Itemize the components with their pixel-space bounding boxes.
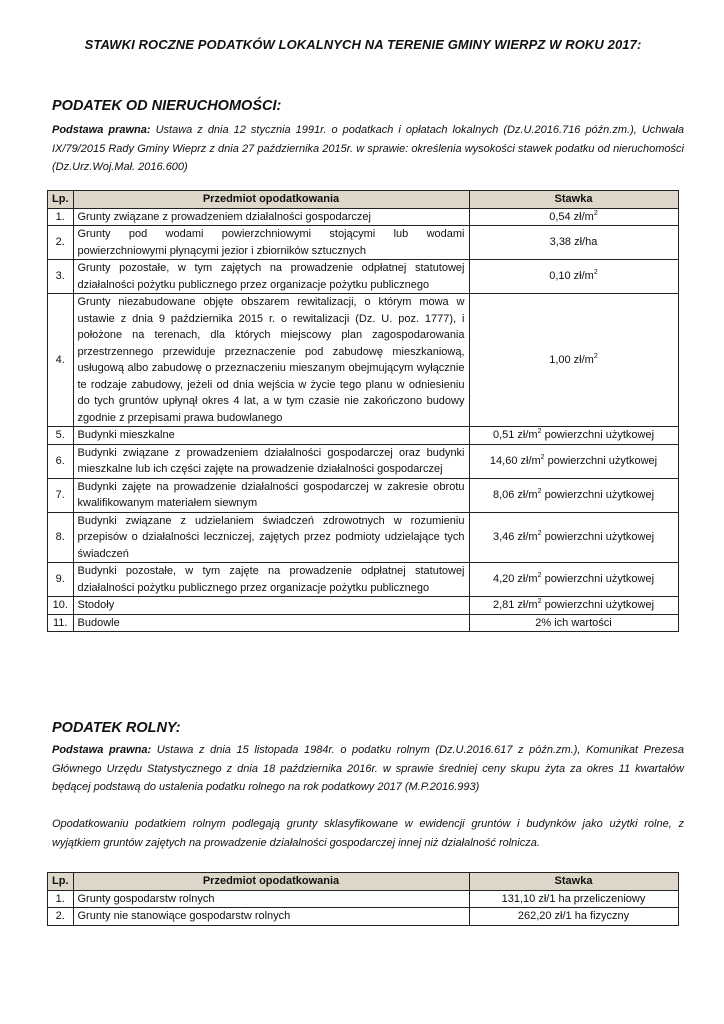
agri-tax-table: [47, 872, 679, 926]
rate-value: 0,51 zł/m: [492, 429, 538, 441]
table-row: [48, 444, 679, 478]
rate-unit-exponent: 2: [593, 209, 598, 217]
rate-unit-exponent: 2: [593, 269, 598, 277]
rate-suffix: powierzchni użytkowej: [541, 599, 655, 611]
agri-tax-rows: [48, 890, 679, 925]
row-number: 1.: [48, 890, 74, 908]
rate-suffix: powierzchni użytkowej: [541, 531, 655, 543]
row-rate: [469, 478, 678, 512]
table-row: [48, 294, 679, 427]
rate-unit-exponent: 2: [537, 598, 542, 605]
row-rate: [469, 444, 678, 478]
row-number: 5.: [48, 427, 74, 445]
legal-basis-text: Ustawa z dnia 12 stycznia 1991r. o podatkach i opłatach lokalnych (Dz.U.2016.716 późn.zm.), Uchwała IX/79/2015 Rady Gminy Wieprz z dnia 27 października 2015r. w sprawie: określenia wysokości stawek podatku od nieruchomości (Dz.Urz.Woj.Mał. 2016.600): [52, 124, 684, 173]
rate-value: 0,54 zł/m: [549, 210, 594, 223]
rate-suffix: powierzchni użytkowej: [541, 488, 655, 501]
col-header-subject: Przedmiot opodatkowania: [73, 873, 469, 891]
rate-unit-exponent: 2: [537, 530, 542, 537]
row-subject: Budynki pozostałe, w tym zajęte na prowadzenie odpłatnej statutowej działalności pożytku publicznego przez organizacje pożytku publicznego: [73, 563, 469, 597]
table-row: [48, 890, 679, 908]
document-title: STAWKI ROCZNE PODATKÓW LOKALNYCH NA TERENIE GMINY WIERPZ W ROKU 2017:: [84, 37, 642, 52]
agri-tax-note: Opodatkowaniu podatkiem rolnym podlegają grunty sklasyfikowane w ewidencji gruntów i budynków jako użytki rolne, z wyjątkiem gruntów zajętych na prowadzenie działalności gospodarczej innej niż działalność rolnicza.: [52, 818, 684, 849]
table-row: [48, 208, 679, 226]
row-number: 7.: [48, 478, 74, 512]
row-rate: [469, 597, 678, 615]
row-number: 2.: [48, 908, 74, 926]
rate-value: 0,10 zł/m: [549, 270, 594, 283]
col-header-lp: Lp.: [48, 873, 74, 891]
rate-suffix: powierzchni użytkowej: [544, 454, 658, 467]
legal-basis-label: Podstawa prawna:: [52, 124, 151, 136]
agri-tax-legal-basis: [52, 741, 684, 797]
row-number: 11.: [48, 614, 74, 632]
row-rate: [469, 890, 678, 908]
rate-value: 1,00 zł/m: [549, 353, 594, 366]
col-header-rate: Stawka: [469, 191, 678, 209]
rate-suffix: powierzchni użytkowej: [541, 573, 655, 586]
row-rate: [469, 226, 678, 260]
table-row: [48, 597, 679, 615]
row-subject: Grunty nie stanowiące gospodarstw rolnych: [73, 908, 469, 926]
rate-value: 3,46 zł/m: [492, 531, 538, 543]
rate-value: 3,38 zł/ha: [549, 236, 598, 249]
row-number: 1.: [48, 208, 74, 226]
row-subject: Budynki mieszkalne: [73, 427, 469, 445]
row-rate: [469, 908, 678, 926]
row-subject: Budowle: [73, 614, 469, 632]
table-row: [48, 563, 679, 597]
property-tax-heading: PODATEK OD NIERUCHOMOŚCI:: [52, 98, 282, 114]
rate-value: 14,60 zł/m: [489, 454, 541, 467]
row-subject: Grunty pozostałe, w tym zajętych na prowadzenie odpłatnej statutowej działalności pożytku publicznego przez organizacje pożytku publicznego: [73, 260, 469, 294]
property-tax-legal-basis: [52, 121, 684, 177]
rate-unit-exponent: 2: [537, 428, 542, 435]
col-header-lp: Lp.: [48, 191, 74, 209]
row-rate: [469, 260, 678, 294]
row-rate: [469, 512, 678, 563]
table-row: [48, 478, 679, 512]
table-row: [48, 260, 679, 294]
legal-basis-text: Ustawa z dnia 15 listopada 1984r. o podatku rolnym (Dz.U.2016.617 z późn.zm.), Komunikat Prezesa Głównego Urzędu Statystycznego z dnia 18 października 2016r. w sprawie średniej ceny skupu żyta za okres 11 kwartałów będącej podstawą do ustalenia podatku rolnego na rok podatkowy 2017 (M.P.2016.993): [52, 744, 685, 793]
rate-value: 262,20 zł/1 ha fizyczny: [517, 910, 630, 922]
property-tax-table: [47, 190, 679, 632]
legal-basis-label: Podstawa prawna:: [52, 744, 152, 756]
row-number: 10.: [48, 597, 74, 615]
agri-tax-heading: PODATEK ROLNY:: [52, 720, 181, 736]
row-number: 9.: [48, 563, 74, 597]
table-row: [48, 427, 679, 445]
row-subject: Budynki związane z udzielaniem świadczeń zdrowotnych w rozumieniu przepisów o działalności leczniczej, zajętych przez podmioty udzielające tych świadczeń: [73, 512, 469, 563]
rate-suffix: powierzchni użytkowej: [541, 429, 655, 441]
rate-unit-exponent: 2: [537, 487, 542, 495]
row-subject: Grunty niezabudowane objęte obszarem rewitalizacji, o którym mowa w ustawie z dnia 9 października 2015 r. o rewitalizacji (Dz. U. poz. 1777), i położone na terenach, dla których miejscowy plan zagospodarowania przestrzennego przewiduje przeznaczenie pod zabudowę mieszkaniową, usługową albo zabudowę o przeznaczeniu mieszanym obejmującym wyłącznie te rodzaje zabudowy, jeżeli od dnia wejścia w życie tego planu w odniesieniu do tych gruntów upłynął okres 4 lat, a w tym czasie nie zakończono budowy zgodnie z przepisami prawa budowlanego: [73, 294, 469, 427]
col-header-rate: Stawka: [469, 873, 678, 891]
table-row: [48, 908, 679, 926]
row-rate: [469, 563, 678, 597]
rate-value: 131,10 zł/1 ha przeliczeniowy: [501, 892, 646, 905]
rate-value: 4,20 zł/m: [492, 573, 538, 586]
row-rate: [469, 614, 678, 632]
row-number: 2.: [48, 226, 74, 260]
row-number: 8.: [48, 512, 74, 563]
rate-unit-exponent: 2: [540, 453, 545, 461]
row-subject: Grunty pod wodami powierzchniowymi stojącymi lub wodami powierzchniowymi płynącymi jezior i zbiorników sztucznych: [73, 226, 469, 260]
rate-value: 2% ich wartości: [535, 616, 612, 629]
property-tax-rows: [48, 208, 679, 632]
rate-value: 2,81 zł/m: [492, 599, 538, 611]
row-subject: Budynki związane z prowadzeniem działalności gospodarczej oraz budynki mieszkalne lub ich części zajęte na prowadzenie działalności gospodarczej: [73, 444, 469, 478]
row-rate: [469, 427, 678, 445]
row-subject: Grunty związane z prowadzeniem działalności gospodarczej: [73, 208, 469, 226]
row-rate: [469, 208, 678, 226]
row-number: 4.: [48, 294, 74, 427]
table-row: [48, 226, 679, 260]
row-subject: Stodoły: [73, 597, 469, 615]
row-number: 3.: [48, 260, 74, 294]
row-number: 6.: [48, 444, 74, 478]
row-subject: Budynki zajęte na prowadzenie działalności gospodarczej w zakresie obrotu kwalifikowanym materiałem siewnym: [73, 478, 469, 512]
table-row: [48, 614, 679, 632]
row-rate: [469, 294, 678, 427]
col-header-subject: Przedmiot opodatkowania: [73, 191, 469, 209]
rate-value: 8,06 zł/m: [492, 488, 538, 501]
table-row: [48, 512, 679, 563]
rate-unit-exponent: 2: [537, 572, 542, 580]
rate-unit-exponent: 2: [593, 352, 598, 360]
row-subject: Grunty gospodarstw rolnych: [73, 890, 469, 908]
